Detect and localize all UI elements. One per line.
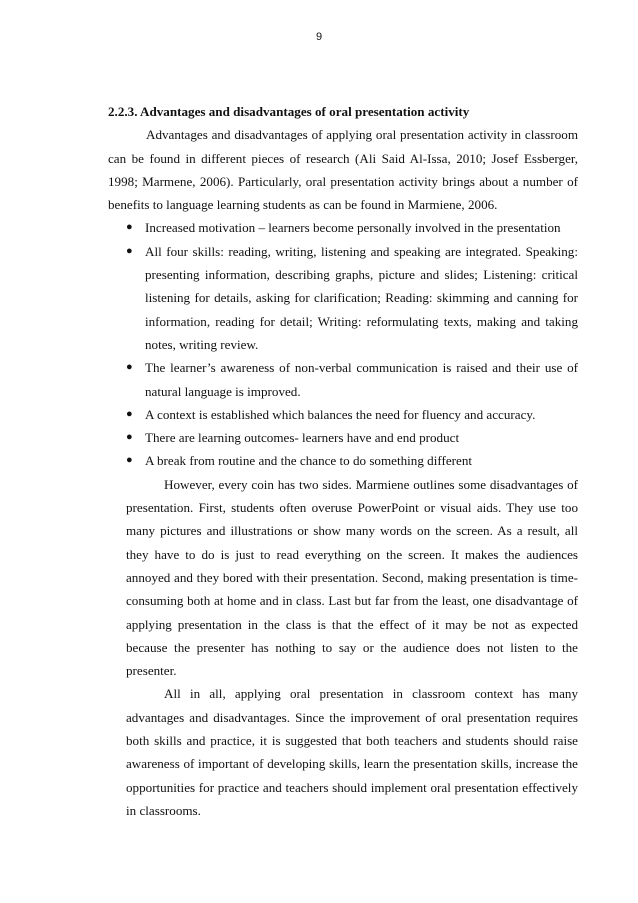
bullet-icon: ● <box>126 407 133 420</box>
document-body <box>108 100 578 822</box>
conclusion-paragraph: All in all, applying oral presentation in classroom context has many advantages and disadvantages. Since the improvement of oral presentation requires both skills and practice, it is suggested that both teachers and students should raise awareness of important of developing skills, learn the presentation skills, increase the opportunities for practice and teachers should implement oral presentation effectively in classrooms. <box>126 686 578 818</box>
list-item <box>126 449 578 472</box>
bullet-icon: ● <box>126 244 133 257</box>
bullet-icon: ● <box>126 431 133 444</box>
list-item <box>126 216 578 239</box>
list-item-text: There are learning outcomes- learners have and end product <box>145 430 460 446</box>
intro-paragraph: Advantages and disadvantages of applying oral presentation activity in classroom can be found in different pieces of research (Ali Said Al-Issa, 2010; Josef Essberger, 1998; Marmene, 2006). Particularly, oral presentation activity brings about a number of benefits to language learning students as can be found in Marmiene, 2006. <box>108 127 578 213</box>
disadvantages-paragraph: However, every coin has two sides. Marmiene outlines some disadvantages of presentation. First, students often overuse PowerPoint or visual aids. They use too many pictures and illustrations or show many words on the screen. As a result, all they have to do is just to read everything on the screen. It makes the audiences annoyed and they bored with their presentation. Second, making presentation is time-consuming both at home and in class. Last but far from the least, one disadvantage of applying presentation in the class is that the effect of it may be not as expected because the presenter has nothing to say or the audience does not listen to the presenter. <box>126 476 578 679</box>
list-item <box>126 356 578 403</box>
list-item-text: The learner’s awareness of non-verbal communication is raised and their use of natural language is improved. <box>145 360 578 399</box>
benefits-list <box>108 216 578 472</box>
list-item <box>126 403 578 426</box>
section-heading: 2.2.3. Advantages and disadvantages of oral presentation activity <box>108 104 470 119</box>
page-number: 9 <box>315 31 323 43</box>
list-item <box>126 426 578 449</box>
bullet-icon: ● <box>126 454 133 467</box>
bullet-icon: ● <box>126 361 133 374</box>
list-item-text: A context is established which balances the need for fluency and accuracy. <box>145 406 536 422</box>
bullet-icon: ● <box>126 221 133 234</box>
list-item-text: All four skills: reading, writing, listening and speaking are integrated. Speaking: presenting information, describing graphs, picture and slides; Listening: critical listening for details, asking for clarification; Reading: skimming and canning for information, reading for detail; Writing: reformulating texts, making and taking notes, writing review. <box>145 243 578 352</box>
list-item-text: Increased motivation – learners become personally involved in the presentation <box>145 220 561 236</box>
list-item-text: A break from routine and the chance to do something different <box>145 453 472 469</box>
list-item <box>126 240 578 356</box>
